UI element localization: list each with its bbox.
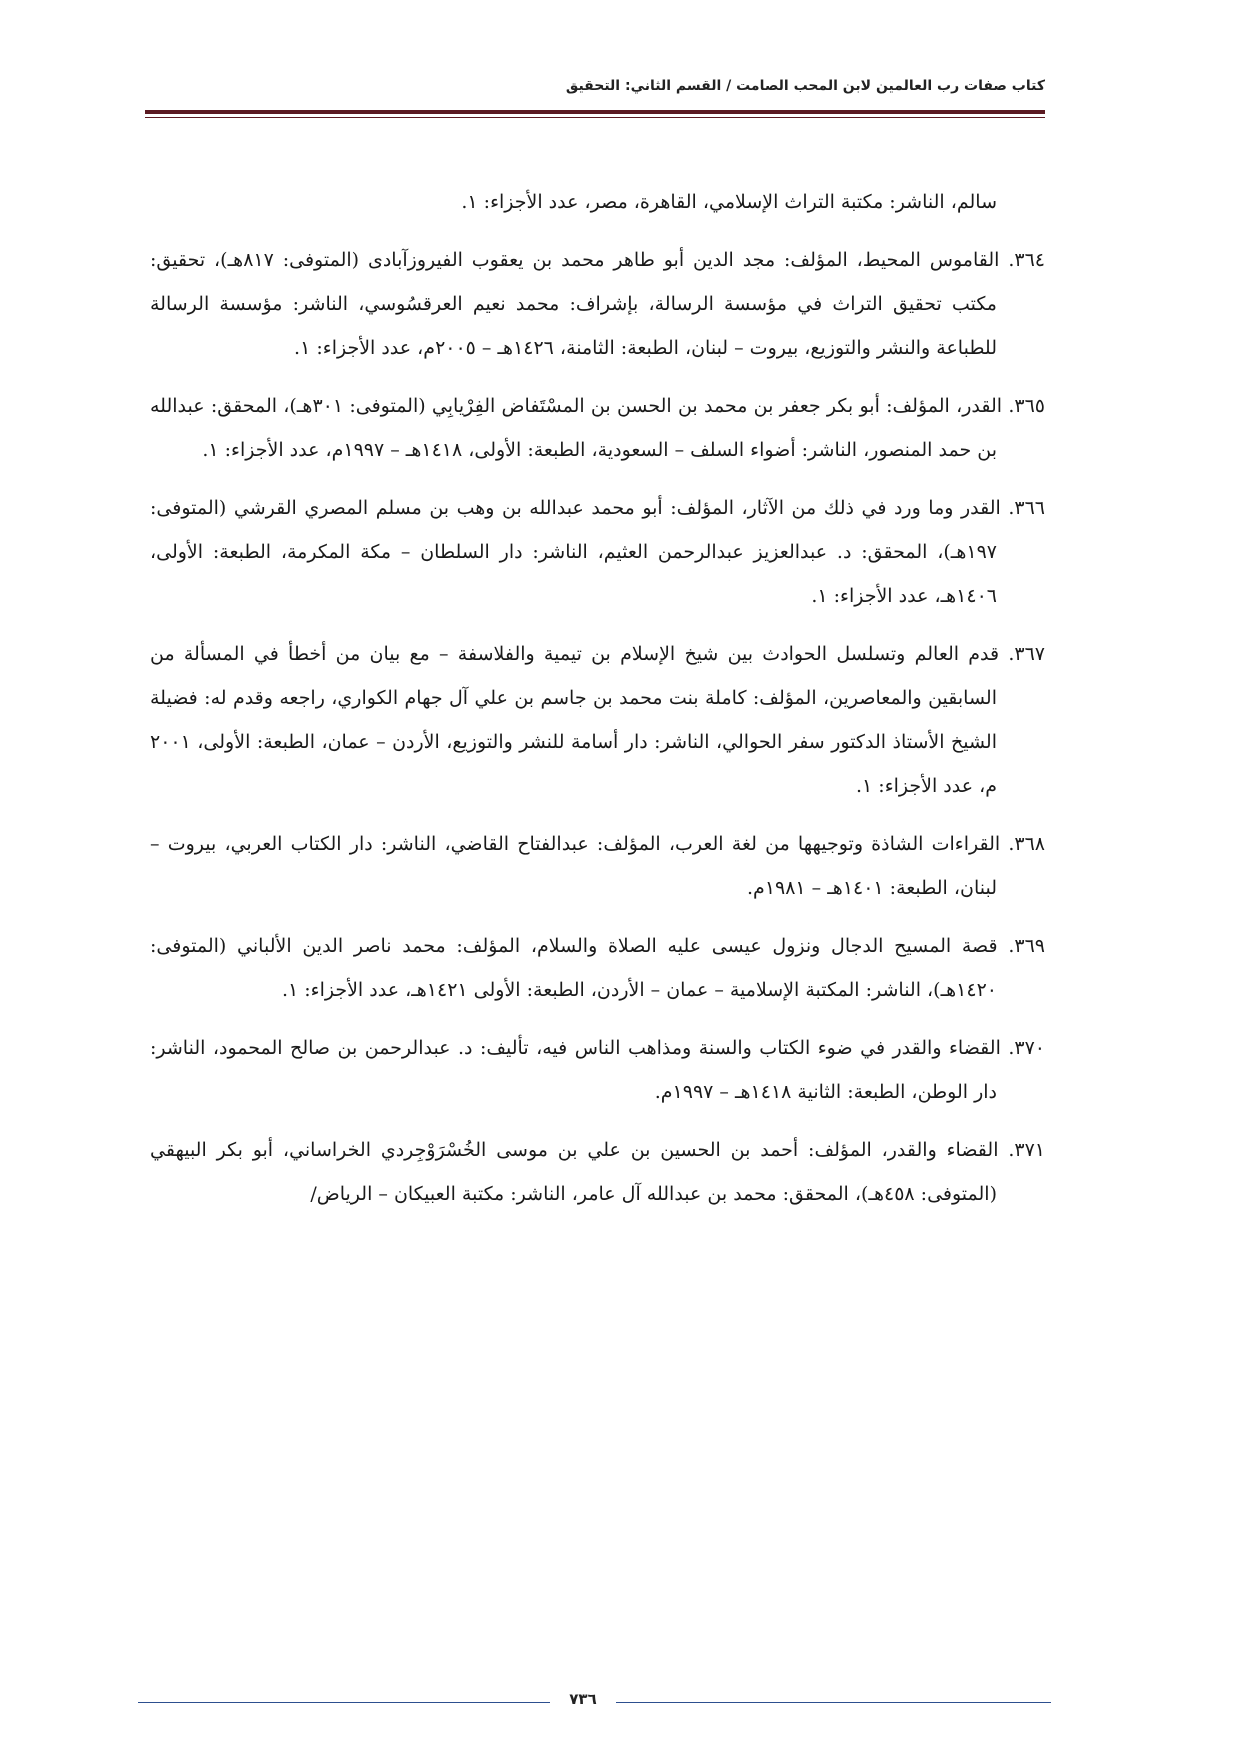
- bibliography-entry-370: ٣٧٠. القضاء والقدر في ضوء الكتاب والسنة ومذاهب الناس فيه، تأليف: د. عبدالرحمن بن صالح المحمود، الناشر: دار الوطن، الطبعة: الثانية ١٤١٨هـ – ١٩٩٧م.: [150, 1037, 1045, 1103]
- bibliography-entry-367: ٣٦٧. قدم العالم وتسلسل الحوادث بين شيخ الإسلام بن تيمية والفلاسفة – مع بيان من أخطأ في المسألة من السابقين والمعاصرين، المؤلف: كاملة بنت محمد بن جاسم بن علي آل جهام الكواري، راجعه وقدم له: فضيلة الشيخ الأستاذ الدكتور سفر الحوالي، الناشر: دار أسامة للنشر والتوزيع، الأردن – عمان، الطبعة: الأولى، ٢٠٠١ م، عدد الأجزاء: ١.: [150, 643, 1045, 797]
- bibliography-entry-368: ٣٦٨. القراءات الشاذة وتوجيهها من لغة العرب، المؤلف: عبدالفتاح القاضي، الناشر: دار الكتاب العربي، بيروت – لبنان، الطبعة: ١٤٠١هـ – ١٩٨١م.: [150, 833, 1045, 899]
- footer-rule-right: [616, 1702, 1051, 1703]
- bibliography-entry-continuation: سالم، الناشر: مكتبة التراث الإسلامي، القاهرة، مصر، عدد الأجزاء: ١.: [461, 191, 997, 213]
- bibliography-entry-371: ٣٧١. القضاء والقدر، المؤلف: أحمد بن الحسين بن علي بن موسى الخُسْرَوْجِردي الخراساني، أبو بكر البيهقي (المتوفى: ٤٥٨هـ)، المحقق: محمد بن عبدالله آل عامر، الناشر: مكتبة العبيكان – الرياض/: [150, 1139, 1045, 1205]
- bibliography-entry-365: ٣٦٥. القدر، المؤلف: أبو بكر جعفر بن محمد بن الحسن بن المسْتَفاض الفِرْيابِي (المتوفى: ٣٠١هـ)، المحقق: عبدالله بن حمد المنصور، الناشر: أضواء السلف – السعودية، الطبعة: الأولى، ١٤١٨هـ – ١٩٩٧م، عدد الأجزاء: ١.: [150, 395, 1045, 461]
- footer-rule-left: [138, 1702, 550, 1703]
- running-header: كتاب صفات رب العالمين لابن المحب الصامت / القسم الثاني: التحقيق: [565, 78, 1045, 94]
- header-rule-thick: [145, 110, 1045, 114]
- bibliography-entry-364: ٣٦٤. القاموس المحيط، المؤلف: مجد الدين أبو طاهر محمد بن يعقوب الفيروزآبادى (المتوفى: ٨١٧هـ)، تحقيق: مكتب تحقيق التراث في مؤسسة الرسالة، بإشراف: محمد نعيم العرقسُوسي، الناشر: مؤسسة الرسالة للطباعة والنشر والتوزيع، بيروت – لبنان، الطبعة: الثامنة، ١٤٢٦هـ – ٢٠٠٥م، عدد الأجزاء: ١.: [150, 249, 1045, 359]
- page-number: ٧٣٦: [569, 1690, 597, 1708]
- header-rule-thin: [145, 117, 1045, 118]
- bibliography-entry-369: ٣٦٩. قصة المسيح الدجال ونزول عيسى عليه الصلاة والسلام، المؤلف: محمد ناصر الدين الألباني (المتوفى: ١٤٢٠هـ)، الناشر: المكتبة الإسلامية – عمان – الأردن، الطبعة: الأولى ١٤٢١هـ، عدد الأجزاء: ١.: [150, 935, 1045, 1001]
- bibliography-entry-366: ٣٦٦. القدر وما ورد في ذلك من الآثار، المؤلف: أبو محمد عبدالله بن وهب بن مسلم المصري القرشي (المتوفى: ١٩٧هـ)، المحقق: د. عبدالعزيز عبدالرحمن العثيم، الناشر: دار السلطان – مكة المكرمة، الطبعة: الأولى، ١٤٠٦هـ، عدد الأجزاء: ١.: [150, 497, 1045, 607]
- bibliography-list: [150, 180, 1045, 1230]
